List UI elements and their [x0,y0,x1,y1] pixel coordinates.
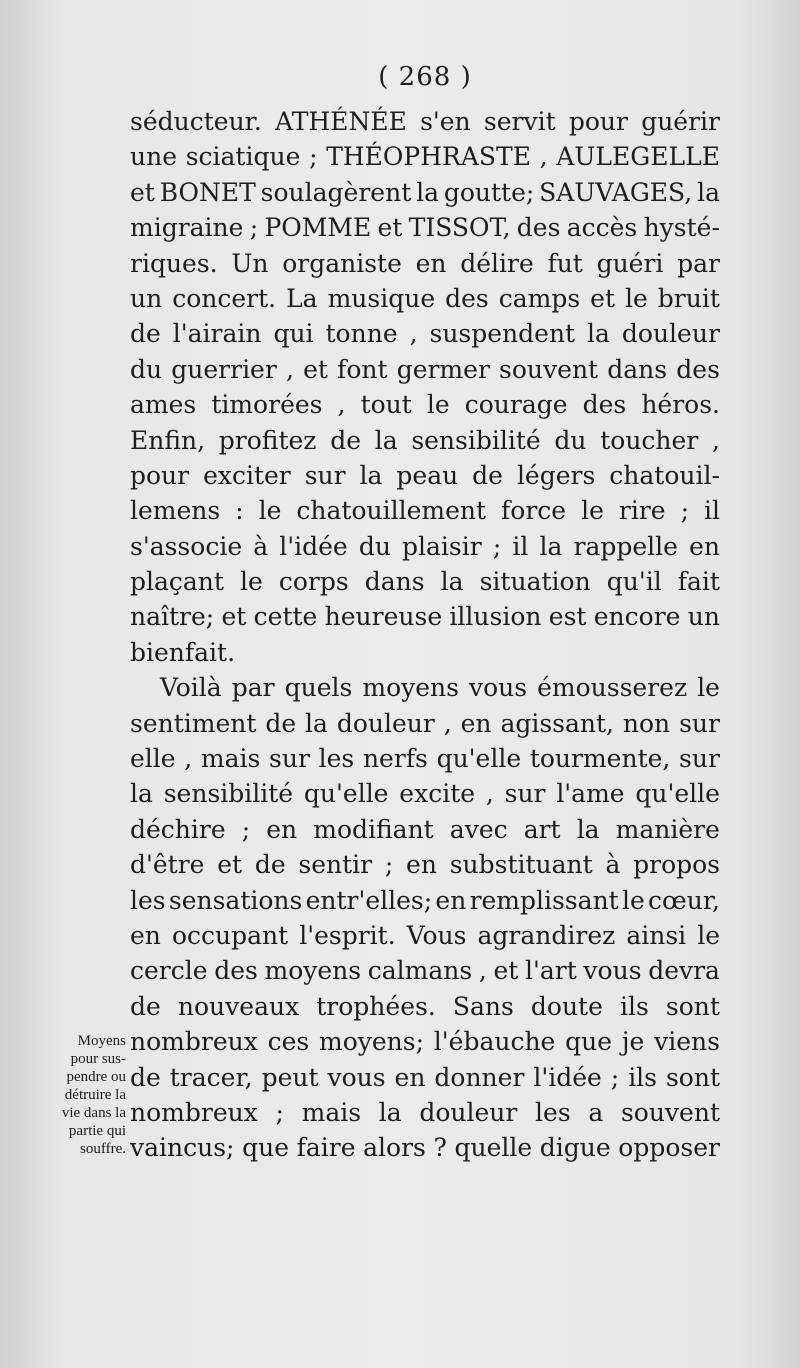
word: heureuse [324,602,443,632]
word: l'idée [279,531,348,561]
word: en [130,920,161,950]
word: ils [628,1062,658,1092]
word: riques. [130,248,218,278]
word: propos [633,850,720,880]
word: de [130,991,161,1021]
word: germer [396,354,490,384]
text-line [130,883,720,918]
word: le [625,283,648,313]
word: en [435,885,467,915]
word: et [130,177,155,207]
word: plaisir [402,531,482,561]
word: ils [619,991,649,1021]
body-text [130,104,720,1166]
word: concert. [172,283,277,313]
word: camps [498,283,581,313]
word: , [478,956,487,986]
word: Voilà [160,673,222,703]
word: et [590,283,616,313]
word: plaçant [130,567,224,597]
word: la [416,177,439,207]
word: et [493,956,519,986]
word: trophées. [316,991,436,1021]
word: en [406,850,437,880]
text-line [130,387,720,422]
word: que [242,1133,289,1163]
word: est [548,602,587,632]
word: fait [677,567,720,597]
word: avec [449,814,508,844]
word: Un [231,248,269,278]
word: s'en [420,107,471,136]
word: devra [648,956,720,986]
word: nombreux [130,1027,258,1057]
word: Sans [452,991,514,1021]
word: que [565,1027,613,1057]
word: pour [568,107,628,136]
word: s'associe [130,531,243,561]
word: vous [468,673,528,703]
word: fut [547,248,583,278]
text-line [130,953,720,988]
word: accès [566,213,638,243]
word: qu'elle [436,744,522,774]
text-line [130,670,720,705]
text-line [130,352,720,387]
text-line [130,1024,720,1059]
text-line [130,246,720,281]
word: ainsi [626,920,687,950]
word: la [305,708,328,738]
word: excite [399,779,476,809]
word: et [221,602,247,632]
page-number: ( 268 ) [378,62,472,92]
marginal-note-line: souffre. [80,1141,126,1157]
word: exciter [203,460,291,490]
word: sciatique [185,142,301,172]
text-line [130,635,720,670]
word: situation [479,567,591,597]
word: ? [433,1133,447,1163]
word: d'être [130,850,205,880]
word: suspendent [429,319,576,349]
word: , [485,779,494,809]
word: encore [593,602,681,632]
word: un [687,602,720,632]
word: le [581,496,604,526]
word: agissant, [500,708,614,738]
word: ; [241,814,251,844]
word: de [130,319,161,349]
word: , [285,354,294,384]
word: Vous [406,920,467,950]
word: sur [504,779,546,809]
word: POMME [264,213,372,243]
text-line [130,918,720,953]
word: , [539,142,548,172]
word: héros. [641,390,720,420]
text-line [130,989,720,1024]
marginal-note [18,1032,126,1158]
word: et [377,213,403,243]
word: ; [309,142,318,172]
text-line [130,139,720,174]
word: BONET [159,177,256,207]
marginal-note-line: pendre ou [66,1069,126,1085]
word: ; [384,850,394,880]
word: quels [284,673,353,703]
word: SAUVAGES, [539,177,693,207]
word: vous [327,1062,386,1092]
word: ; [680,496,689,526]
word: , [409,319,418,349]
text-line [130,493,720,528]
word: cercle [130,956,208,986]
word: souvent [499,354,599,384]
word: sentir [298,850,373,880]
word: du [554,425,587,455]
word: l'ame [556,779,625,809]
word: tonne [325,319,398,349]
word: : [235,496,244,526]
word: Enfin, [130,425,206,455]
marginal-note-line: vie dans la [61,1105,126,1121]
word: qu'elle [635,779,720,809]
word: moyens; [318,1027,425,1057]
word: servit [483,107,556,136]
word: art [523,814,561,844]
text-line [130,776,720,811]
word: sont [665,991,720,1021]
word: un [130,283,163,313]
word: occupant [171,920,289,950]
word: organiste [282,248,402,278]
word: calmans [367,956,473,986]
word: l'idée [533,1062,602,1092]
word: le [240,567,263,597]
word: il [703,496,720,526]
text-line [130,423,720,458]
word: le [697,673,720,703]
word: peau [396,460,459,490]
word: de [472,460,503,490]
word: , [337,390,346,420]
text-line [130,210,720,245]
word: elle [130,744,176,774]
word: qu'elle [303,779,389,809]
word: moyens [362,673,459,703]
word: la [576,814,600,844]
word: cette [253,602,318,632]
word: la [539,531,563,561]
text-line [130,599,720,634]
word: du [130,354,163,384]
word: douleur [419,1097,518,1127]
word: moyens [264,956,362,986]
word: tracer, [169,1062,253,1092]
word: guerrier [171,354,277,384]
word: faire [296,1133,356,1163]
word: chatouil- [609,460,720,490]
word: l'ébauche [433,1027,556,1057]
word: je [621,1027,645,1057]
word: bienfait. [130,637,236,667]
word: tourmente, [529,744,671,774]
word: viens [654,1027,720,1057]
word: le [621,885,645,915]
word: corps [278,567,349,597]
text-line [130,812,720,847]
word: substituant [449,850,593,880]
word: La [286,283,318,313]
word: les [318,744,355,774]
word: courage [464,390,568,420]
word: manière [615,814,720,844]
word: la [359,460,383,490]
word: déchire [130,814,226,844]
word: et [303,354,328,384]
word: souvent [620,1097,720,1127]
marginal-note-line: partie qui [68,1123,126,1139]
word: délire [460,248,534,278]
word: ames [130,390,197,420]
word: sont [665,1062,720,1092]
word: il [512,531,529,561]
word: hysté- [643,213,720,243]
word: THÉOPHRASTE [326,142,531,172]
text-line [130,741,720,776]
word: timorées [211,390,323,420]
word: sur [679,744,720,774]
word: sur [269,744,310,774]
word: modifiant [313,814,434,844]
word: du [358,531,391,561]
word: la [440,567,464,597]
word: et [217,850,243,880]
word: sur [679,708,720,738]
word: qu'il [606,567,662,597]
marginal-note-line: détruire la [64,1087,126,1103]
word: en [460,708,492,738]
word: lemens [130,496,221,526]
word: l'esprit. [299,920,396,950]
marginal-note-line: pour sus- [70,1051,126,1067]
word: soulagèrent [260,177,412,207]
word: goutte; [443,177,535,207]
word: des [516,213,561,243]
word: TISSOT, [408,213,511,243]
word: digue [539,1133,611,1163]
word: , [184,744,193,774]
word: ATHÉNÉE [275,107,407,136]
word: séducteur. [130,107,262,136]
word: de [254,850,286,880]
word: l'airain [172,319,262,349]
word: en [689,531,720,561]
word: de [330,425,361,455]
word: sentiment [130,708,257,738]
text-line [130,529,720,564]
word: sensibilité [163,779,294,809]
word: des [214,956,258,986]
word: cœur, [648,885,720,915]
word: rappelle [573,531,678,561]
word: tout [360,390,412,420]
word: guérir [641,107,720,136]
word: pour [130,460,190,490]
word: nerfs [362,744,428,774]
word: émousserez [537,673,688,703]
word: les [130,885,166,915]
word: nouveaux [177,991,300,1021]
word: dans [364,567,425,597]
word: par [231,673,275,703]
word: agrandirez [477,920,616,950]
word: la [697,177,720,207]
word: remplissant [469,885,619,915]
word: ; [275,1097,284,1127]
word: non [622,708,671,738]
text-line [130,706,720,741]
word: le [258,496,282,526]
word: musique [327,283,436,313]
word: l'art [524,956,577,986]
word: en [266,814,298,844]
word: de [265,708,297,738]
word: AULEGELLE [556,142,720,172]
word: nombreux [130,1097,258,1127]
text-line [130,104,720,139]
text-line [130,1130,720,1165]
word: vaincus; [130,1133,235,1163]
word: , [711,425,720,455]
text-line [130,458,720,493]
marginal-note-line: Moyens [77,1033,126,1049]
word: guéri [596,248,664,278]
word: a [588,1097,604,1127]
word: à [253,531,269,561]
word: des [676,354,720,384]
word: naître; [130,602,215,632]
word: rire [618,496,666,526]
word: qui [273,319,314,349]
word: en [415,248,447,278]
word: font [337,354,388,384]
word: ; [249,213,259,243]
word: bruit [657,283,720,313]
word: dans [607,354,668,384]
word: douleur [621,319,720,349]
word: la [587,319,610,349]
word: la [378,1097,402,1127]
word: le [426,390,450,420]
word: ; [610,1062,620,1092]
word: les [535,1097,571,1127]
word: donner [434,1062,525,1092]
text-line [130,847,720,882]
word: toucher [600,425,699,455]
word: doute [530,991,603,1021]
word: une [130,142,177,172]
word: de [130,1062,161,1092]
word: profitez [218,425,317,455]
word: mais [200,744,261,774]
word: le [697,920,720,950]
text-line [130,1060,720,1095]
word: sur [304,460,346,490]
word: à [605,850,621,880]
word: chatouillement [296,496,487,526]
word: sensations [168,885,303,915]
word: peut [261,1062,319,1092]
word: entr'elles; [305,885,433,915]
word: des [445,283,489,313]
word: la [130,779,153,809]
word: ces [267,1027,310,1057]
text-line [130,175,720,210]
word: alors [363,1133,426,1163]
text-line [130,316,720,351]
word: douleur [336,708,435,738]
word: la [374,425,398,455]
text-line [130,1095,720,1130]
word: en [394,1062,426,1092]
word: force [501,496,567,526]
word: , [443,708,452,738]
word: migraine [130,213,244,243]
word: opposer [618,1133,720,1163]
word: illusion [449,602,542,632]
word: quelle [454,1133,533,1163]
word: des [582,390,627,420]
word: mais [301,1097,362,1127]
word: légers [516,460,596,490]
word: vous [583,956,642,986]
text-line [130,281,720,316]
text-line [130,564,720,599]
word: sensibilité [411,425,541,455]
word: ; [492,531,502,561]
word: par [677,248,720,278]
